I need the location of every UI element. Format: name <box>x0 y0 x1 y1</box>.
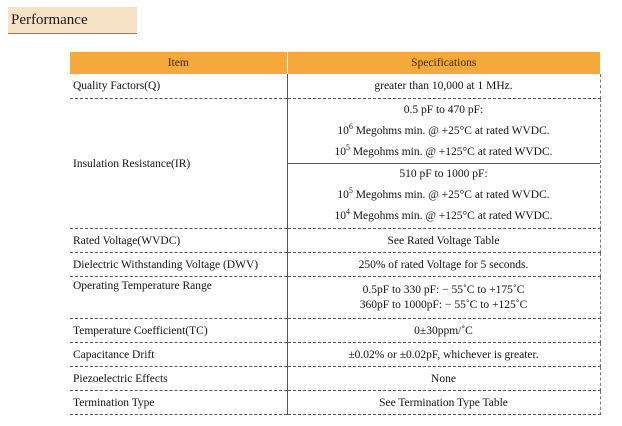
op-temp-line-1: 0.5pF to 330 pF: − 55˚C to +175˚C <box>362 283 525 296</box>
table-row-temperature-coefficient <box>70 319 600 343</box>
spec-quality-factor: greater than 10,000 at 1 MHz. <box>287 74 600 99</box>
ir-range-1: 0.5 pF to 470 pF: <box>403 104 484 116</box>
ir-range-2: 510 pF to 1000 pF: <box>399 168 488 180</box>
performance-table <box>70 52 601 415</box>
header-item: Item <box>70 52 287 74</box>
spec-operating-temperature <box>287 277 600 319</box>
table-header-row <box>70 52 600 74</box>
item-insulation-resistance: Insulation Resistance(IR) <box>70 99 287 229</box>
spec-capacitance-drift: ±0.02% or ±0.02pF, whichever is greater. <box>287 343 600 367</box>
spec-temperature-coefficient: 0±30ppm/˚C <box>287 319 600 343</box>
table-row-operating-temperature <box>70 277 600 319</box>
item-termination-type: Termination Type <box>70 391 287 415</box>
item-temperature-coefficient: Temperature Coefficient(TC) <box>70 319 287 343</box>
item-operating-temperature: Operating Temperature Range <box>70 277 287 319</box>
item-dielectric-withstanding: Dielectric Withstanding Voltage (DWV) <box>70 253 287 277</box>
spec-termination-type: See Termination Type Table <box>287 391 600 415</box>
ir-range-1-line-1: $10^6$ Megohms min. @ +25°C at rated WVDC. <box>337 122 550 137</box>
item-rated-voltage: Rated Voltage(WVDC) <box>70 229 287 253</box>
table-row-quality-factor <box>70 74 600 99</box>
header-specifications: Specifications <box>287 52 600 74</box>
op-temp-line-2: 360pF to 1000pF: − 55˚C to +125˚C <box>359 298 528 311</box>
table-row-insulation-resistance <box>70 99 600 229</box>
spec-piezoelectric: None <box>287 367 600 391</box>
spec-rated-voltage: See Rated Voltage Table <box>287 229 600 253</box>
section-title: Performance <box>8 7 137 34</box>
item-quality-factor: Quality Factors(Q) <box>70 74 287 99</box>
spec-insulation-resistance <box>287 99 600 229</box>
table-row-capacitance-drift <box>70 343 600 367</box>
spec-dielectric-withstanding: 250% of rated Voltage for 5 seconds. <box>287 253 600 277</box>
table-row-piezoelectric <box>70 367 600 391</box>
ir-range-1-line-2: $10^5$ Megohms min. @ +125°C at rated WVDC. <box>334 143 553 158</box>
table-row-termination-type <box>70 391 600 415</box>
item-capacitance-drift: Capacitance Drift <box>70 343 287 367</box>
table-row-rated-voltage <box>70 229 600 253</box>
ir-range-2-line-2: $10^4$ Megohms min. @ +125°C at rated WVDC. <box>334 207 553 222</box>
table-row-dielectric-withstanding <box>70 253 600 277</box>
item-piezoelectric: Piezoelectric Effects <box>70 367 287 391</box>
ir-range-2-line-1: $10^5$ Megohms min. @ +25°C at rated WVDC. <box>337 186 550 201</box>
